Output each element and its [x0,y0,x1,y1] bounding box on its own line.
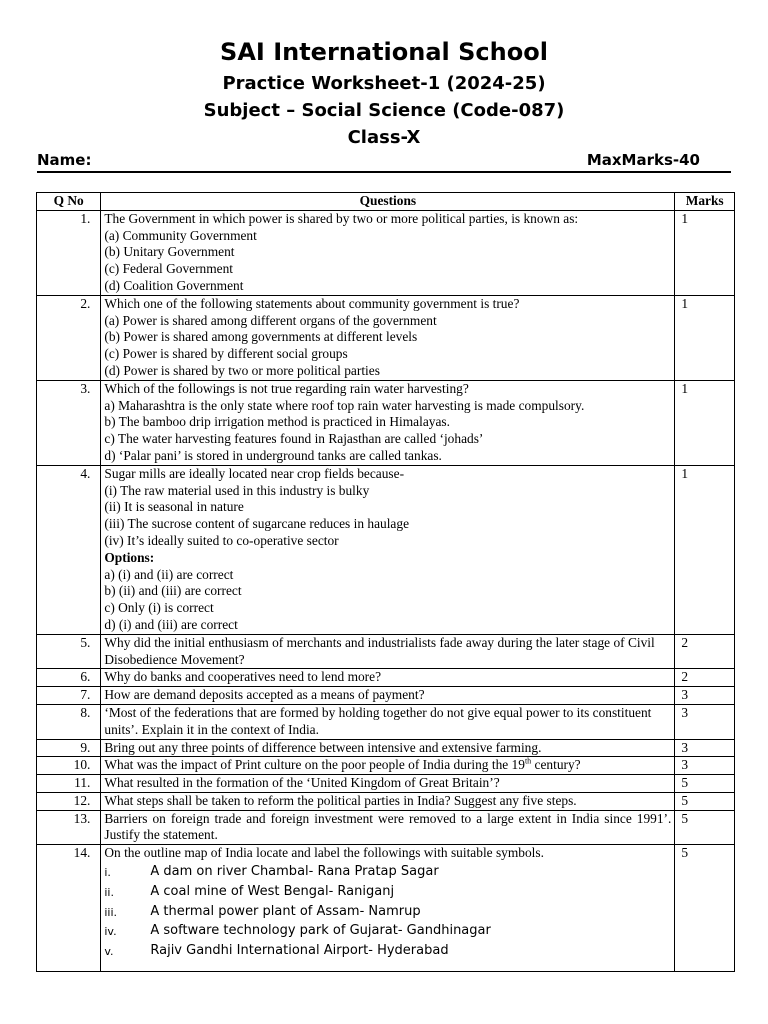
questions-table [36,192,735,972]
option: (b) Power is shared among governments at different levels [104,329,418,345]
question-marks: 5 [675,810,735,845]
option: b) The bamboo drip irrigation method is practiced in Himalayas. [104,414,450,430]
option: c) Only (i) is correct [104,600,214,616]
table-row [37,210,735,295]
option: (a) Power is shared among different organs of the government [104,312,437,328]
table-row [37,757,735,775]
map-item-text: A dam on river Chambal- Rana Pratap Sagar [150,864,439,880]
question-marks: 1 [675,295,735,380]
table-row [37,739,735,757]
map-item [104,904,671,922]
question-number: 4. [37,465,101,634]
subject-line: Subject – Social Science (Code-087) [203,100,565,121]
map-item-text: A thermal power plant of Assam- Namrup [150,903,421,919]
map-item [104,923,671,941]
school-name: SAI International School [220,38,548,66]
options-label: Options: [104,549,155,565]
option: a) (i) and (ii) are correct [104,566,234,582]
question-marks: 5 [675,845,735,972]
map-item [104,943,671,961]
worksheet-title: Practice Worksheet-1 (2024-25) [222,73,546,94]
question-cell [101,845,675,972]
option: (c) Federal Government [104,261,234,277]
table-row [37,669,735,687]
question-text: Which one of the following statements about community government is true? [104,295,520,311]
question-cell [101,210,675,295]
statement: (ii) It is seasonal in nature [104,499,244,515]
question-text: Which of the followings is not true regarding rain water harvesting? [104,380,469,396]
question-text: What resulted in the formation of the ‘United Kingdom of Great Britain’? [101,775,675,793]
question-text-b: century? [531,757,581,773]
option: (d) Coalition Government [104,277,244,293]
option: d) (i) and (iii) are correct [104,616,238,632]
map-item-text: A software technology park of Gujarat- Gandhinagar [150,923,491,939]
question-number: 6. [37,669,101,687]
question-number: 9. [37,739,101,757]
question-text: Bring out any three points of difference between intensive and extensive farming. [101,739,675,757]
table-row [37,687,735,705]
question-marks: 1 [675,465,735,634]
superscript: th [524,756,532,766]
option: (a) Community Government [104,227,257,243]
question-text: On the outline map of India locate and label the followings with suitable symbols. [104,845,544,861]
table-row [37,295,735,380]
question-marks: 5 [675,792,735,810]
col-qno-header: Q No [37,193,101,211]
max-marks: MaxMarks-40 [586,151,700,169]
question-marks: 2 [675,634,735,669]
option: d) ‘Palar pani’ is stored in underground tanks are called tankas. [104,447,442,463]
question-marks: 1 [675,380,735,465]
option: c) The water harvesting features found in Rajasthan are called ‘johads’ [104,431,484,447]
option: (c) Power is shared by different social groups [104,346,348,362]
question-text: How are demand deposits accepted as a means of payment? [101,687,675,705]
question-number: 2. [37,295,101,380]
option: b) (ii) and (iii) are correct [104,583,242,599]
question-text: What steps shall be taken to reform the political parties in India? Suggest any five steps. [101,792,675,810]
question-cell [101,465,675,634]
question-number: 13. [37,810,101,845]
option: a) Maharashtra is the only state where roof top rain water harvesting is made compulsory. [104,397,585,413]
question-text: Why do banks and cooperatives need to lend more? [101,669,675,687]
map-item-text: A coal mine of West Bengal- Raniganj [150,883,395,899]
roman-numeral: iv. [104,925,117,939]
name-marks-bar [37,151,731,173]
option: (d) Power is shared by two or more political parties [104,362,380,378]
question-number: 14. [37,845,101,972]
option: (b) Unitary Government [104,244,235,260]
map-item [104,864,671,882]
question-text: ‘Most of the federations that are formed by holding together do not give equal power to its constituent units’. Explain it in the context of India. [101,704,675,739]
map-item-text: Rajiv Gandhi International Airport- Hyderabad [150,943,449,959]
roman-numeral: ii. [104,885,114,899]
question-marks: 1 [675,210,735,295]
table-row [37,465,735,634]
question-number: 8. [37,704,101,739]
class-line: Class-X [347,127,421,148]
question-marks: 3 [675,687,735,705]
question-marks: 3 [675,704,735,739]
roman-numeral: i. [104,866,111,880]
question-text-a: What was the impact of Print culture on the poor people of India during the 19 [104,757,525,773]
question-marks: 2 [675,669,735,687]
question-number: 11. [37,775,101,793]
table-row [37,845,735,972]
question-text: Why did the initial enthusiasm of merchants and industrialists fade away during the later stage of Civil Disobedience Movement? [101,634,675,669]
question-number: 7. [37,687,101,705]
name-label: Name: [37,151,92,169]
table-row [37,634,735,669]
table-row [37,380,735,465]
question-number: 1. [37,210,101,295]
statement: (iv) It’s ideally suited to co-operative sector [104,532,339,548]
statement: (iii) The sucrose content of sugarcane reduces in haulage [104,516,410,532]
question-marks: 3 [675,739,735,757]
statement: (i) The raw material used in this industry is bulky [104,482,370,498]
map-item [104,884,671,902]
question-text: Sugar mills are ideally located near crop fields because- [104,465,405,481]
question-text: Barriers on foreign trade and foreign investment were removed to a large extent in India since 1991’. Justify the statement. [101,810,675,845]
question-marks: 3 [675,757,735,775]
col-questions-header: Questions [101,193,675,211]
table-row [37,792,735,810]
table-row [37,775,735,793]
roman-numeral: v. [104,945,114,959]
col-marks-header: Marks [675,193,735,211]
question-cell [101,295,675,380]
question-number: 3. [37,380,101,465]
table-header-row [37,193,735,211]
question-text [101,757,675,775]
table-row [37,810,735,845]
question-text: The Government in which power is shared by two or more political parties, is known as: [104,210,579,226]
question-marks: 5 [675,775,735,793]
question-cell [101,380,675,465]
question-number: 5. [37,634,101,669]
question-number: 10. [37,757,101,775]
table-row [37,704,735,739]
question-number: 12. [37,792,101,810]
roman-numeral: iii. [104,905,118,919]
